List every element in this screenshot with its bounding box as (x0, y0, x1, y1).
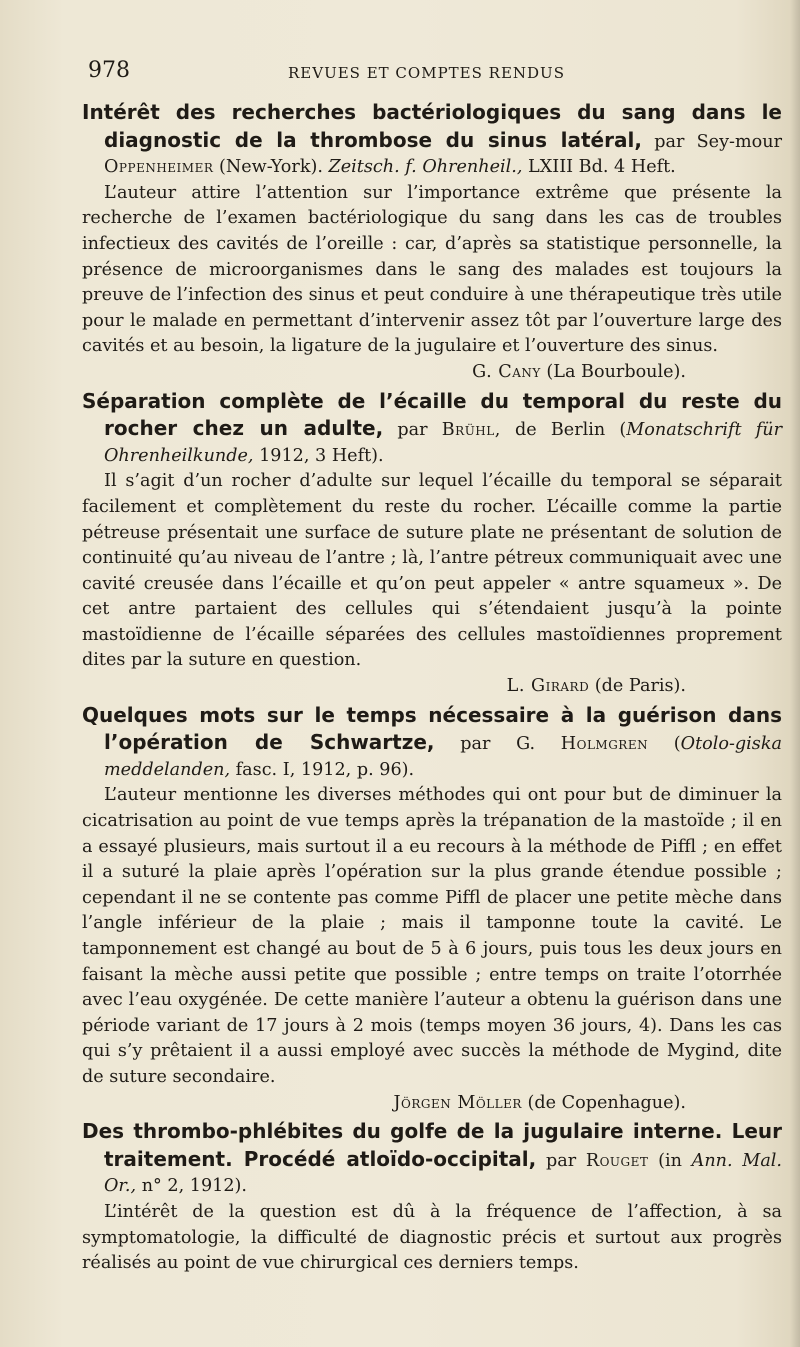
article-by: par (545, 1150, 577, 1171)
article-citation: n° 2, 1912). (141, 1176, 248, 1197)
article-title: Quelques mots sur le temps nécessaire à la guérison dans l’opération de Schwartze, (82, 702, 782, 755)
article-heading (82, 1119, 782, 1200)
signature-place: (de Copenhague). (527, 1092, 686, 1113)
article-body: L’auteur mentionne les diverses méthodes qui ont pour but de diminuer la cicatrisation au point de vue temps après la trépanation de la mastoïde ; il en a essayé plusieurs, mais surtout il a eu recours à la méthode de Piffl ; en effet il a suturé la plaie après l’opération sur la plus grande étendue possible ; cependant il ne se contente pas comme Piffl de placer une petite mèche dans l’angle inférieur de la plaie ; mais il tamponne toute la cavité. Le tamponnement est changé au bout de 5 à 6 jours, puis tous les deux jours en faisant la mèche aussi petite que possible ; entre temps on traite l’otorrhée avec l’eau oxygénée. De cette manière l’auteur a obtenu la guérison dans une période variant de 17 jours à 2 mois (temps moyen 36 jours, 4). Dans les cas qui s’y prêtaient il a aussi employé avec succès la méthode de Mygind, dite de suture secondaire. (82, 785, 782, 1087)
signature-place: (de Paris). (594, 676, 686, 697)
signature-place: (La Bourboule). (546, 361, 686, 382)
article-title: Intérêt des recherches bactériologiques du sang dans le diagnostic de la thrombose du sinus latéral, (82, 100, 782, 152)
article-citation: fasc. I, 1912, p. 96). (235, 759, 415, 780)
article-citation: LXIII Bd. 4 Heft. (528, 157, 676, 178)
article-body: L’auteur attire l’attention sur l’importance extrême que présente la recherche de l’examen bactériologique du sang dans les cas de troubles infectieux des cavités de l’oreille : car, d’après sa statistique personnelle, la présence de microorganismes dans le sang des malades est toujours la preuve de l’infection des sinus et peut conduire à une thérapeutique très utile pour le malade en permettant d’intervenir assez tôt par l’ouverture large des cavités et au besoin, la ligature de la jugulaire et l’ouverture des sinus. (82, 182, 782, 357)
running-head (80, 58, 780, 92)
article-origin: (in (658, 1150, 682, 1171)
article-signature (82, 360, 782, 386)
article-by: par G. (460, 734, 536, 755)
article-origin: ( (673, 734, 681, 755)
article-bruhl (82, 389, 782, 700)
article-journal: Monatschrift für Ohrenheilkunde, (104, 420, 783, 466)
article-rouget (82, 1119, 782, 1277)
article-body: Il s’agit d’un rocher d’adulte sur lequel l’écaille du temporal se séparait facilement et complètement du reste du rocher. L’écaille comme la partie pétreuse présentait une surface de suture plate ne présentant de solution de continuité qu’au niveau de l’antre ; là, l’antre pétreux communiquait avec une cavité creusée dans l’écaille et qu’on peut appeler « antre squameux ». De cet antre partaient des cellules qui s’étendaient jusqu’à la pointe mastoïdienne de l’écaille séparées des cellules mastoïdiennes proprement dites par la suture en question. (82, 471, 782, 671)
running-title: REVUES ET COMPTES RENDUS (288, 64, 565, 82)
article-heading (82, 100, 782, 181)
page-content (82, 100, 782, 1280)
page-edge-shadow (790, 0, 800, 1347)
article-holmgren (82, 703, 782, 1117)
signature-name: Jörgen Möller (393, 1092, 522, 1113)
article-author: Holmgren (560, 734, 649, 755)
article-journal: Ann. Mal. Or., (104, 1150, 783, 1197)
article-origin: de Berlin ( (515, 420, 627, 441)
article-journal: Zeitsch. f. Ohrenheil., (328, 157, 523, 178)
article-author: Brühl, (441, 420, 501, 441)
signature-name: L. Girard (506, 676, 590, 697)
article-by: par Sey-mour (654, 131, 782, 152)
article-by: par (397, 420, 428, 441)
page-number: 978 (88, 58, 130, 83)
signature-name: G. Cany (472, 361, 541, 382)
article-signature (82, 674, 782, 700)
article-citation: 1912, 3 Heft). (259, 445, 384, 466)
article-author: Oppenheimer (104, 157, 214, 178)
article-oppenheimer (82, 100, 782, 386)
article-origin: (New-York). (218, 157, 323, 178)
article-title: Séparation complète de l’écaille du temporal du reste du rocher chez un adulte, (82, 388, 782, 441)
article-signature (82, 1091, 782, 1117)
article-author: Rouget (585, 1150, 649, 1171)
article-heading (82, 389, 782, 470)
article-body: L’intérêt de la question est dû à la fréquence de l’affection, à sa symptomatologie, la difficulté de diagnostic précis et surtout aux progrès réalisés au point de vue chirurgical ces derniers temps. (82, 1201, 782, 1274)
article-title: Des thrombo-phlébites du golfe de la jugulaire interne. Leur traitement. Procédé atloïdo-occipital, (82, 1119, 782, 1171)
article-journal: Otolo-giska meddelanden, (104, 734, 782, 780)
article-heading (82, 703, 782, 784)
